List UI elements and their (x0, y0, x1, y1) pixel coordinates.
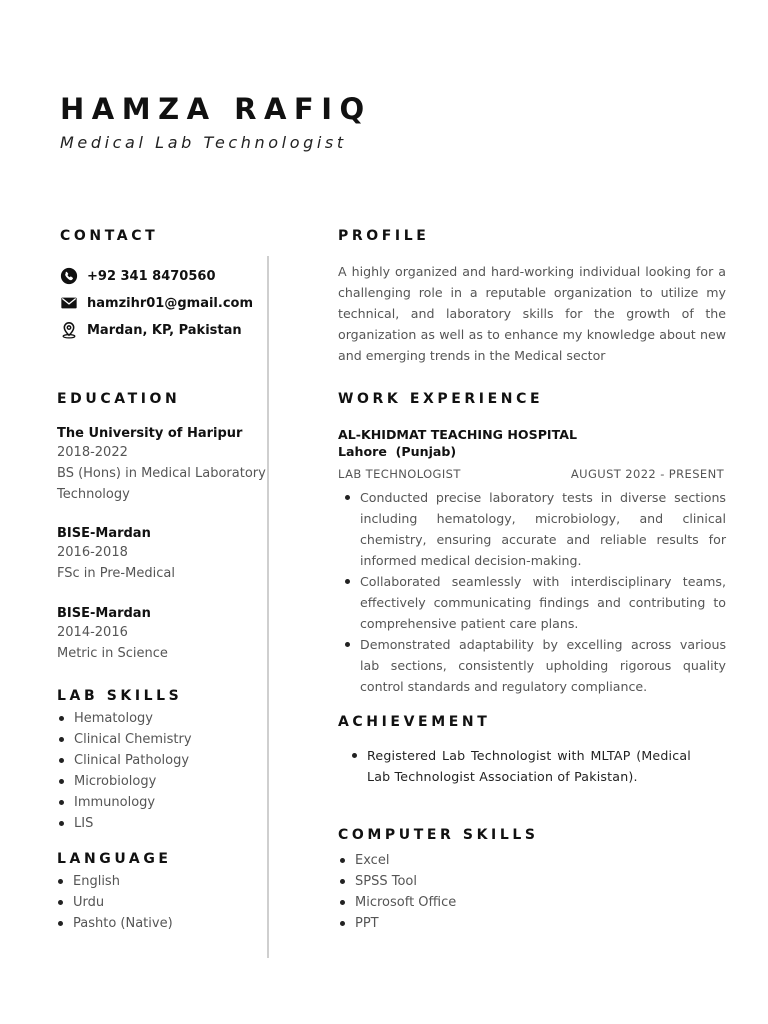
education-heading: EDUCATION (57, 391, 181, 407)
education-years: 2018-2022 (57, 445, 128, 460)
candidate-name: HAMZA RAFIQ (60, 92, 372, 126)
contact-phone-text: +92 341 8470560 (87, 268, 216, 284)
language-heading: LANGUAGE (57, 851, 172, 867)
contact-email (60, 293, 253, 313)
list-item: Clinical Pathology (57, 750, 192, 771)
job-title-subtitle: Medical Lab Technologist (60, 133, 347, 152)
location-pin-icon (60, 321, 78, 339)
list-item: SPSS Tool (338, 871, 456, 892)
list-item: Collaborated seamlessly with interdisciplinary teams, effectively communicating findings and contributing to comprehensive patient care plans. (340, 571, 726, 634)
contact-list (60, 266, 253, 340)
employer-location: Lahore (Punjab) (338, 444, 457, 459)
employer-name: AL-KHIDMAT TEACHING HOSPITAL (338, 427, 577, 442)
computer-skills-list (338, 850, 456, 934)
list-item: Conducted precise laboratory tests in diverse sections including hematology, microbiology, and clinical chemistry, ensuring accurate and reliable results for informed medical decision-making. (340, 487, 726, 571)
list-item: English (56, 871, 173, 892)
list-item: Demonstrated adaptability by excelling across various lab sections, consistently upholding rigorous quality control standards and regulatory compliance. (340, 634, 726, 697)
contact-location-text: Mardan, KP, Pakistan (87, 322, 242, 338)
education-years: 2016-2018 (57, 545, 128, 560)
profile-heading: PROFILE (338, 228, 430, 244)
computer-skills-heading: COMPUTER SKILLS (338, 827, 539, 843)
education-school: The University of Haripur (57, 426, 243, 441)
lab-skills-list (57, 708, 192, 834)
education-degree: BS (Hons) in Medical Laboratory Technology (57, 465, 266, 502)
list-item: Pashto (Native) (56, 913, 173, 934)
achievement-list (347, 745, 691, 787)
contact-phone (60, 266, 253, 286)
job-position: LAB TECHNOLOGIST (338, 467, 461, 481)
list-item: Microsoft Office (338, 892, 456, 913)
list-item: PPT (338, 913, 456, 934)
contact-email-text: hamzihr01@gmail.com (87, 295, 254, 311)
phone-icon (60, 267, 78, 285)
contact-location (60, 320, 253, 340)
education-degree: FSc in Pre-Medical (57, 565, 175, 581)
education-entry (57, 526, 269, 585)
list-item: Hematology (57, 708, 192, 729)
list-item: Registered Lab Technologist with MLTAP (Medical Lab Technologist Association of Pakistan). (347, 745, 691, 787)
profile-summary: A highly organized and hard-working individual looking for a challenging role in a reputable organization to utilize my technical, and laboratory skills for the growth of the organization as well as to enhance my knowledge about new and emerging trends in the Medical sector (338, 264, 726, 363)
education-school: BISE-Mardan (57, 606, 151, 621)
mail-icon (60, 294, 78, 312)
list-item: Microbiology (57, 771, 192, 792)
achievement-heading: ACHIEVEMENT (338, 714, 491, 730)
job-header (338, 426, 577, 460)
contact-heading: CONTACT (60, 228, 159, 244)
list-item: Excel (338, 850, 456, 871)
list-item: LIS (57, 813, 192, 834)
list-item: Immunology (57, 792, 192, 813)
work-experience-heading: WORK EXPERIENCE (338, 391, 544, 407)
list-item: Urdu (56, 892, 173, 913)
job-period: AUGUST 2022 - PRESENT (570, 467, 724, 481)
education-entry (57, 426, 269, 505)
education-entry (57, 606, 269, 665)
lab-skills-heading: LAB SKILLS (57, 688, 183, 704)
education-school: BISE-Mardan (57, 526, 151, 541)
education-years: 2014-2016 (57, 625, 128, 640)
education-degree: Metric in Science (57, 645, 168, 661)
language-list (56, 871, 173, 934)
list-item: Clinical Chemistry (57, 729, 192, 750)
job-duties-list (340, 487, 726, 697)
job-meta (338, 467, 724, 481)
